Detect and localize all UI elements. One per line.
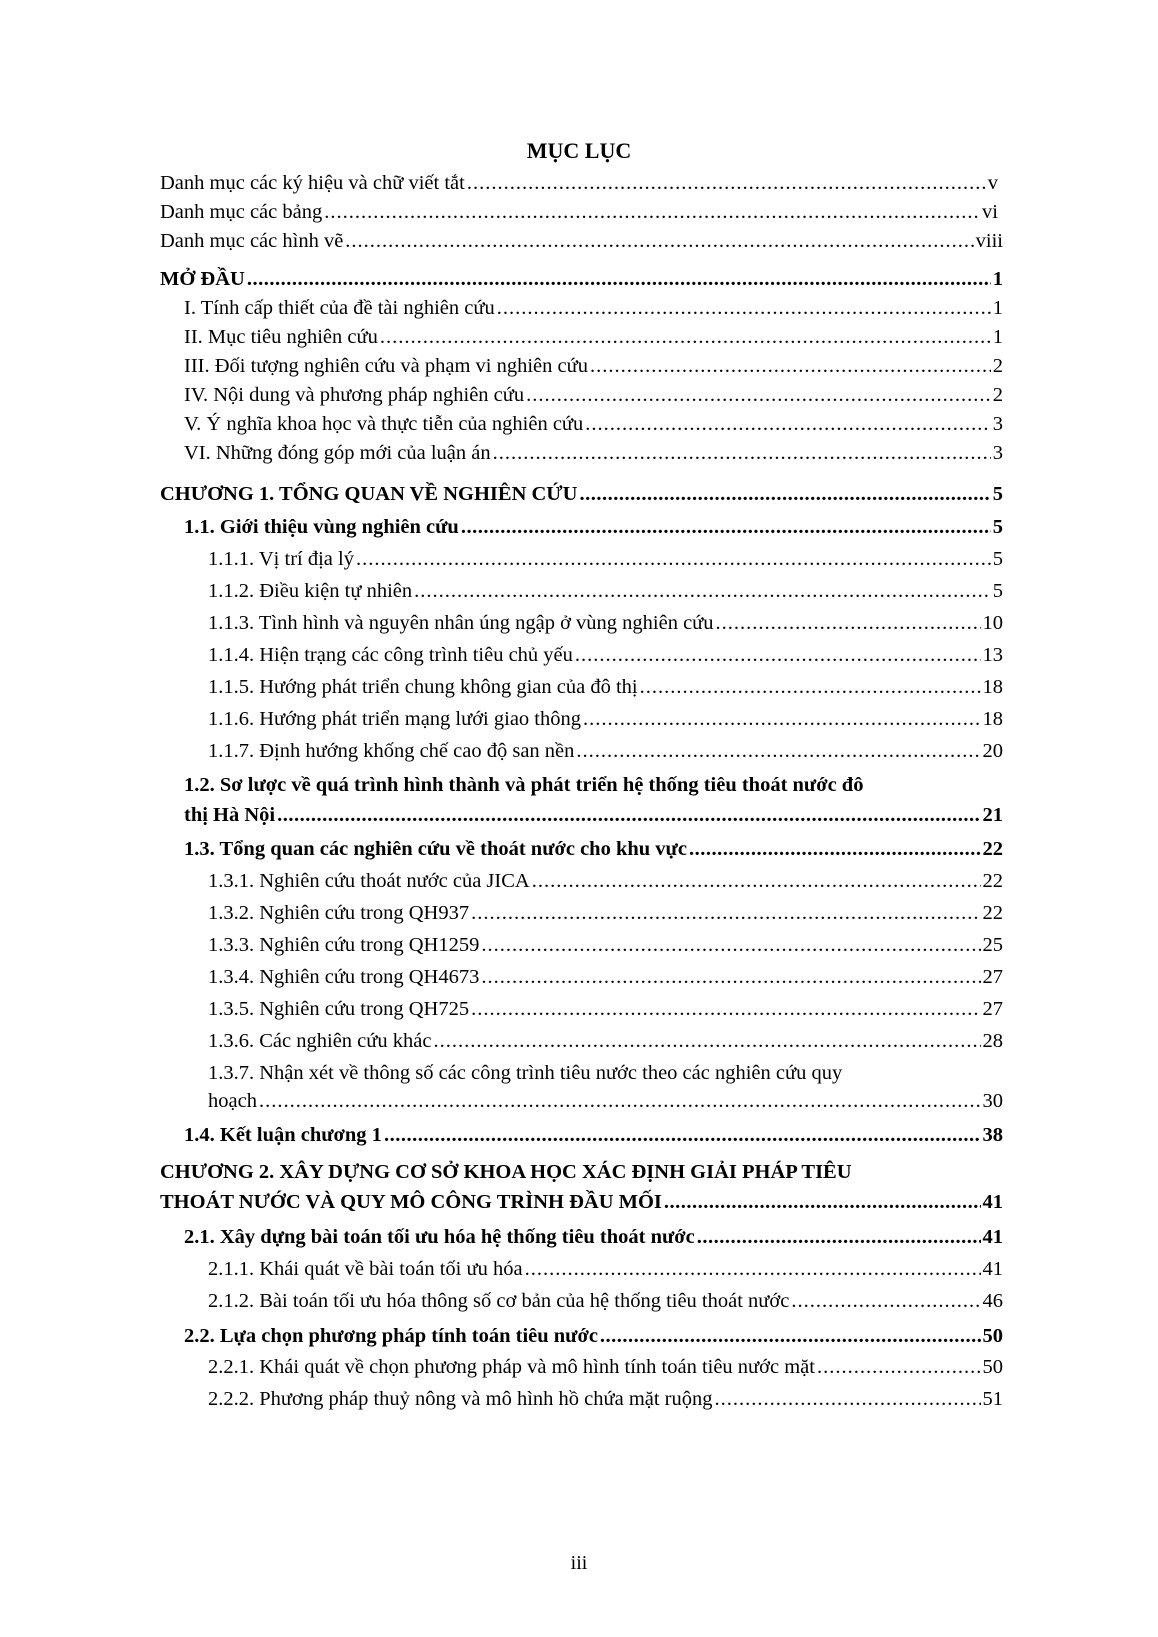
toc-entry[interactable]: 2.1.2. Bài toán tối ưu hóa thông số cơ bản của hệ thống tiêu thoát nước ..... 46 <box>208 1286 1003 1316</box>
toc-entry-section[interactable]: thị Hà Nội ..... 21 <box>184 800 1003 830</box>
toc-entry-section[interactable]: 1.4. Kết luận chương 1 ..... 38 <box>184 1120 1003 1150</box>
toc-entry[interactable]: V. Ý nghĩa khoa học và thực tiễn của nghiên cứu ..... 3 <box>184 409 1003 439</box>
toc-entry[interactable]: IV. Nội dung và phương pháp nghiên cứu ..... 2 <box>184 380 1003 410</box>
page-number: iii <box>570 1552 588 1574</box>
toc-entry-line1[interactable]: 1.2. Sơ lược về quá trình hình thành và phát triển hệ thống tiêu thoát nước đô <box>184 774 864 796</box>
toc-entry-section[interactable]: 2.2. Lựa chọn phương pháp tính toán tiêu nước ..... 50 <box>184 1321 1003 1351</box>
toc-entry[interactable]: 1.3.1. Nghiên cứu thoát nước của JICA ..... 22 <box>208 866 1003 896</box>
toc-entry[interactable]: 1.1.1. Vị trí địa lý ..... 5 <box>208 544 1003 574</box>
toc-entry[interactable]: 1.1.2. Điều kiện tự nhiên ..... 5 <box>208 576 1003 606</box>
toc-title: MỤC LỤC <box>526 138 632 163</box>
toc-entry[interactable]: Danh mục các ký hiệu và chữ viết tắt ..... v <box>160 168 998 198</box>
toc-entry[interactable]: 1.3.4. Nghiên cứu trong QH4673 ..... 27 <box>208 962 1003 992</box>
toc-entry[interactable]: 1.1.3. Tình hình và nguyên nhân úng ngập ở vùng nghiên cứu ..... 10 <box>208 608 1003 638</box>
toc-entry-section[interactable]: 1.3. Tổng quan các nghiên cứu về thoát nước cho khu vực ..... 22 <box>184 834 1003 864</box>
toc-entry[interactable]: hoạch ..... 30 <box>208 1086 1003 1116</box>
toc-entry[interactable]: 1.1.5. Hướng phát triển chung không gian của đô thị ..... 18 <box>208 672 1003 702</box>
toc-entry[interactable]: III. Đối tượng nghiên cứu và phạm vi nghiên cứu ..... 2 <box>184 351 1003 381</box>
toc-entry-line1[interactable]: CHƯƠNG 2. XÂY DỰNG CƠ SỞ KHOA HỌC XÁC ĐỊNH GIẢI PHÁP TIÊU <box>160 1161 852 1183</box>
toc-entry-chapter[interactable]: CHƯƠNG 1. TỔNG QUAN VỀ NGHIÊN CỨU ..... 5 <box>160 479 1003 509</box>
toc-entry[interactable]: II. Mục tiêu nghiên cứu ..... 1 <box>184 322 1003 352</box>
toc-entry[interactable]: Danh mục các hình vẽ ..... viii <box>160 226 1003 256</box>
toc-entry[interactable]: 1.3.6. Các nghiên cứu khác ..... 28 <box>208 1026 1003 1056</box>
toc-entry-section[interactable]: 1.1. Giới thiệu vùng nghiên cứu ..... 5 <box>184 512 1003 542</box>
toc-entry[interactable]: 1.1.4. Hiện trạng các công trình tiêu chủ yếu ..... 13 <box>208 640 1003 670</box>
toc-entry[interactable]: 2.2.2. Phương pháp thuỷ nông và mô hình hồ chứa mặt ruộng ..... 51 <box>208 1384 1003 1414</box>
toc-entry[interactable]: 1.3.5. Nghiên cứu trong QH725 ..... 27 <box>208 994 1003 1024</box>
toc-entry[interactable]: 2.2.1. Khái quát về chọn phương pháp và mô hình tính toán tiêu nước mặt ..... 50 <box>208 1352 1003 1382</box>
toc-entry-chapter[interactable]: THOÁT NƯỚC VÀ QUY MÔ CÔNG TRÌNH ĐẦU MỐI ..... 41 <box>160 1187 1003 1217</box>
toc-entry-section[interactable]: 2.1. Xây dựng bài toán tối ưu hóa hệ thống tiêu thoát nước ..... 41 <box>184 1222 1003 1252</box>
toc-entry-line1[interactable]: 1.3.7. Nhận xét về thông số các công trình tiêu nước theo các nghiên cứu quy <box>208 1062 843 1084</box>
toc-entry[interactable]: Danh mục các bảng ..... vi <box>160 197 998 227</box>
toc-entry[interactable]: I. Tính cấp thiết của đề tài nghiên cứu ..... 1 <box>184 293 1003 323</box>
toc-entry[interactable]: 1.3.2. Nghiên cứu trong QH937 ..... 22 <box>208 898 1003 928</box>
toc-entry[interactable]: VI. Những đóng góp mới của luận án ..... 3 <box>184 438 1003 468</box>
toc-entry[interactable]: 1.1.7. Định hướng khống chế cao độ san nền ..... 20 <box>208 736 1003 766</box>
toc-entry[interactable]: 1.3.3. Nghiên cứu trong QH1259 ..... 25 <box>208 930 1003 960</box>
toc-entry-section[interactable]: MỞ ĐẦU ..... 1 <box>160 264 1003 294</box>
toc-entry[interactable]: 2.1.1. Khái quát về bài toán tối ưu hóa ..... 41 <box>208 1254 1003 1284</box>
toc-entry[interactable]: 1.1.6. Hướng phát triển mạng lưới giao thông ..... 18 <box>208 704 1003 734</box>
